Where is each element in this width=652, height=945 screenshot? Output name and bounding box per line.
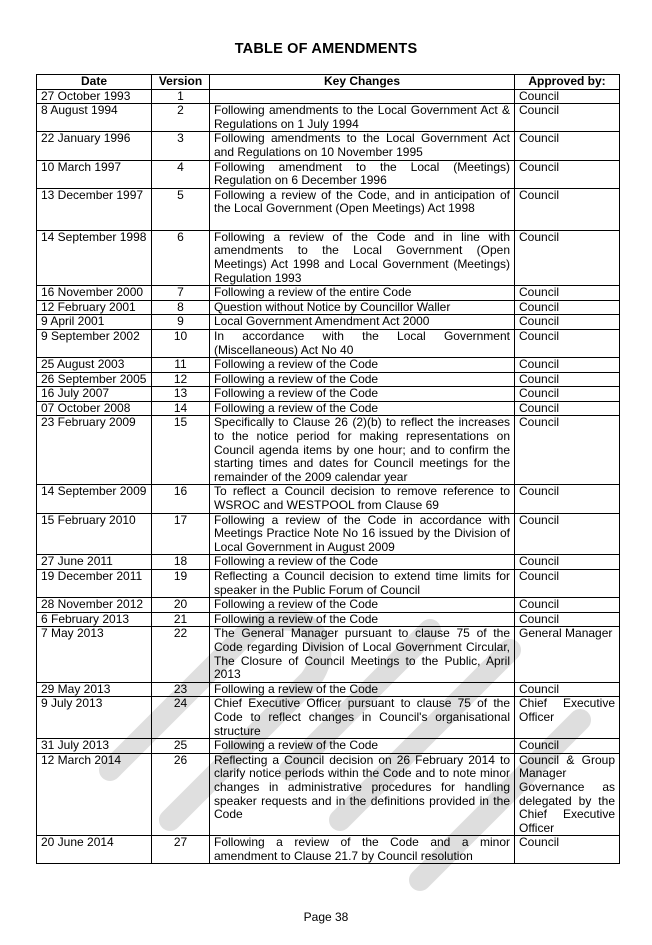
- cell-key-changes: Chief Executive Officer pursuant to clause 75 of the Code to reflect changes in Council's organisational structure: [210, 697, 515, 739]
- cell-version: 4: [152, 160, 210, 188]
- table-row: [37, 416, 620, 485]
- cell-approved-by: Council: [515, 358, 620, 373]
- cell-key-changes: Following amendment to the Local (Meetings) Regulation on 6 December 1996: [210, 160, 515, 188]
- cell-approved-by: Council: [515, 836, 620, 864]
- table-row: [37, 300, 620, 315]
- cell-approved-by: Council: [515, 188, 620, 230]
- cell-key-changes: The General Manager pursuant to clause 75 of the Code regarding Division of Local Government Circular, The Closure of Council Meetings to the Public, April 2013: [210, 627, 515, 682]
- table-row: [37, 697, 620, 739]
- cell-version: 19: [152, 570, 210, 598]
- cell-version: 18: [152, 555, 210, 570]
- cell-version: 24: [152, 697, 210, 739]
- cell-approved-by: Council: [515, 598, 620, 613]
- cell-version: 21: [152, 612, 210, 627]
- cell-version: 11: [152, 358, 210, 373]
- cell-version: 20: [152, 598, 210, 613]
- table-row: [37, 387, 620, 402]
- cell-key-changes: Following a review of the Code: [210, 372, 515, 387]
- cell-date: 31 July 2013: [37, 739, 152, 754]
- cell-date: 29 May 2013: [37, 682, 152, 697]
- cell-version: 1: [152, 89, 210, 104]
- cell-date: 28 November 2012: [37, 598, 152, 613]
- cell-version: 13: [152, 387, 210, 402]
- cell-date: 10 March 1997: [37, 160, 152, 188]
- cell-approved-by: Council: [515, 555, 620, 570]
- cell-date: 19 December 2011: [37, 570, 152, 598]
- table-row: [37, 132, 620, 160]
- cell-date: 15 February 2010: [37, 513, 152, 555]
- cell-version: 23: [152, 682, 210, 697]
- table-row: [37, 627, 620, 682]
- amendments-table: [36, 74, 620, 864]
- cell-key-changes: Following amendments to the Local Government Act & Regulations on 1 July 1994: [210, 104, 515, 132]
- table-row: [37, 836, 620, 864]
- table-row: [37, 555, 620, 570]
- cell-date: 26 September 2005: [37, 372, 152, 387]
- cell-version: 15: [152, 416, 210, 485]
- table-row: [37, 570, 620, 598]
- cell-date: 14 September 1998: [37, 230, 152, 285]
- cell-approved-by: Council: [515, 286, 620, 301]
- cell-key-changes: Reflecting a Council decision on 26 February 2014 to clarify notice periods within the Code and to note minor changes in administrative procedures for handling speaker requests and in the definitions provided in the Code: [210, 753, 515, 836]
- cell-approved-by: Council: [515, 372, 620, 387]
- cell-date: 7 May 2013: [37, 627, 152, 682]
- cell-date: 14 September 2009: [37, 485, 152, 513]
- cell-date: 9 April 2001: [37, 315, 152, 330]
- cell-key-changes: To reflect a Council decision to remove reference to WSROC and WESTPOOL from Clause 69: [210, 485, 515, 513]
- cell-version: 26: [152, 753, 210, 836]
- cell-approved-by: Council: [515, 416, 620, 485]
- cell-key-changes: Following a review of the Code: [210, 358, 515, 373]
- cell-key-changes: Following a review of the Code: [210, 739, 515, 754]
- cell-version: 8: [152, 300, 210, 315]
- column-header-date: Date: [37, 75, 152, 90]
- cell-approved-by: Chief Executive Officer: [515, 697, 620, 739]
- cell-date: 6 February 2013: [37, 612, 152, 627]
- column-header-version: Version: [152, 75, 210, 90]
- table-row: [37, 188, 620, 230]
- cell-date: 23 February 2009: [37, 416, 152, 485]
- cell-date: 27 October 1993: [37, 89, 152, 104]
- cell-version: 9: [152, 315, 210, 330]
- cell-approved-by: General Manager: [515, 627, 620, 682]
- table-row: [37, 753, 620, 836]
- table-row: [37, 513, 620, 555]
- table-row: [37, 89, 620, 104]
- table-row: [37, 598, 620, 613]
- cell-date: 9 July 2013: [37, 697, 152, 739]
- table-row: [37, 401, 620, 416]
- cell-approved-by: Council: [515, 570, 620, 598]
- cell-date: 25 August 2003: [37, 358, 152, 373]
- table-row: [37, 104, 620, 132]
- cell-version: 12: [152, 372, 210, 387]
- column-header-key-changes: Key Changes: [210, 75, 515, 90]
- cell-approved-by: Council: [515, 315, 620, 330]
- cell-date: 27 June 2011: [37, 555, 152, 570]
- cell-key-changes: Specifically to Clause 26 (2)(b) to reflect the increases to the notice period for making representations on Council agenda items by one hour; and to confirm the starting times and dates for Council meetings for the remainder of the 2009 calendar year: [210, 416, 515, 485]
- cell-version: 6: [152, 230, 210, 285]
- cell-approved-by: Council: [515, 401, 620, 416]
- cell-key-changes: Following a review of the Code, and in anticipation of the Local Government (Open Meetings) Act 1998: [210, 188, 515, 230]
- table-row: [37, 372, 620, 387]
- cell-date: 07 October 2008: [37, 401, 152, 416]
- cell-version: 10: [152, 329, 210, 357]
- cell-version: 22: [152, 627, 210, 682]
- cell-date: 12 February 2001: [37, 300, 152, 315]
- table-body: [37, 89, 620, 864]
- cell-version: 7: [152, 286, 210, 301]
- table-row: [37, 682, 620, 697]
- cell-approved-by: Council: [515, 612, 620, 627]
- cell-approved-by: Council: [515, 485, 620, 513]
- cell-version: 27: [152, 836, 210, 864]
- cell-date: 20 June 2014: [37, 836, 152, 864]
- cell-key-changes: Following a review of the Code: [210, 612, 515, 627]
- cell-key-changes: Following a review of the Code and a minor amendment to Clause 21.7 by Council resolution: [210, 836, 515, 864]
- cell-approved-by: Council & Group Manager Governance as delegated by the Chief Executive Officer: [515, 753, 620, 836]
- cell-key-changes: Following a review of the Code: [210, 401, 515, 416]
- table-row: [37, 739, 620, 754]
- cell-version: 3: [152, 132, 210, 160]
- cell-key-changes: Following a review of the Code: [210, 598, 515, 613]
- cell-key-changes: Reflecting a Council decision to extend time limits for speaker in the Public Forum of Council: [210, 570, 515, 598]
- cell-approved-by: Council: [515, 300, 620, 315]
- cell-date: 22 January 1996: [37, 132, 152, 160]
- cell-approved-by: Council: [515, 132, 620, 160]
- cell-key-changes: [210, 89, 515, 104]
- cell-version: 2: [152, 104, 210, 132]
- cell-key-changes: Local Government Amendment Act 2000: [210, 315, 515, 330]
- table-row: [37, 358, 620, 373]
- cell-approved-by: Council: [515, 89, 620, 104]
- table-row: [37, 329, 620, 357]
- cell-key-changes: Following a review of the entire Code: [210, 286, 515, 301]
- cell-key-changes: Following a review of the Code and in line with amendments to the Local Government (Open Meetings) Act 1998 and Local Government (Meetings) Regulation 1993: [210, 230, 515, 285]
- page-title: TABLE OF AMENDMENTS: [234, 41, 418, 57]
- cell-key-changes: Following amendments to the Local Government Act and Regulations on 10 November 1995: [210, 132, 515, 160]
- page-number: Page 38: [303, 910, 349, 924]
- cell-key-changes: Following a review of the Code: [210, 387, 515, 402]
- cell-approved-by: Council: [515, 230, 620, 285]
- cell-version: 17: [152, 513, 210, 555]
- cell-date: 16 July 2007: [37, 387, 152, 402]
- cell-key-changes: In accordance with the Local Government (Miscellaneous) Act No 40: [210, 329, 515, 357]
- cell-version: 25: [152, 739, 210, 754]
- cell-key-changes: Following a review of the Code: [210, 682, 515, 697]
- table-row: [37, 286, 620, 301]
- cell-approved-by: Council: [515, 104, 620, 132]
- cell-version: 5: [152, 188, 210, 230]
- table-header-row: [37, 75, 620, 90]
- cell-approved-by: Council: [515, 329, 620, 357]
- cell-approved-by: Council: [515, 682, 620, 697]
- cell-key-changes: Following a review of the Code in accordance with Meetings Practice Note No 16 issued by the Division of Local Government in August 2009: [210, 513, 515, 555]
- cell-date: 13 December 1997: [37, 188, 152, 230]
- cell-version: 14: [152, 401, 210, 416]
- table-row: [37, 230, 620, 285]
- cell-date: 8 August 1994: [37, 104, 152, 132]
- cell-key-changes: Following a review of the Code: [210, 555, 515, 570]
- column-header-approved-by: Approved by:: [515, 75, 620, 90]
- cell-key-changes: Question without Notice by Councillor Waller: [210, 300, 515, 315]
- table-row: [37, 485, 620, 513]
- cell-date: 12 March 2014: [37, 753, 152, 836]
- cell-approved-by: Council: [515, 160, 620, 188]
- cell-date: 9 September 2002: [37, 329, 152, 357]
- cell-version: 16: [152, 485, 210, 513]
- cell-approved-by: Council: [515, 513, 620, 555]
- cell-approved-by: Council: [515, 739, 620, 754]
- cell-date: 16 November 2000: [37, 286, 152, 301]
- cell-approved-by: Council: [515, 387, 620, 402]
- table-row: [37, 612, 620, 627]
- table-row: [37, 315, 620, 330]
- table-row: [37, 160, 620, 188]
